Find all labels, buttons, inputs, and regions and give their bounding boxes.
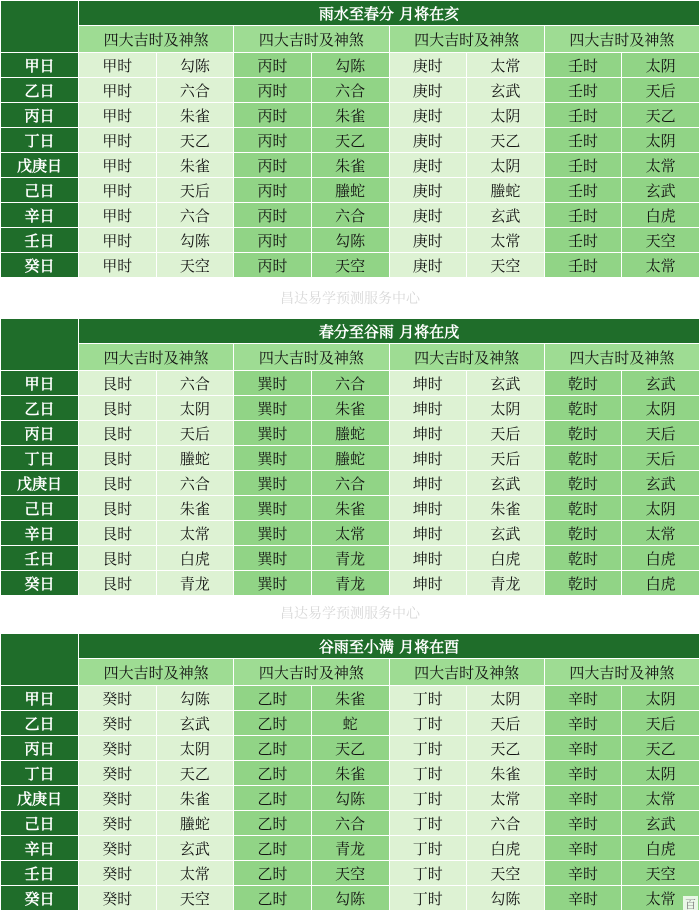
hour-cell: 庚时	[389, 153, 467, 178]
site-badge: 百	[685, 898, 696, 911]
hour-cell: 乾时	[544, 421, 622, 446]
deity-cell: 玄武	[622, 178, 700, 203]
table-body	[1, 686, 700, 911]
hour-cell: 庚时	[389, 103, 467, 128]
deity-cell: 天乙	[467, 736, 545, 761]
hour-cell: 丙时	[234, 128, 312, 153]
deity-cell: 天乙	[622, 736, 700, 761]
day-label: 戊庚日	[1, 153, 79, 178]
hour-cell: 丁时	[389, 761, 467, 786]
hour-cell: 癸时	[79, 811, 157, 836]
hour-cell: 巽时	[234, 446, 312, 471]
hour-cell: 乾时	[544, 496, 622, 521]
table-row	[1, 861, 700, 886]
table-row	[1, 128, 700, 153]
table-row	[1, 228, 700, 253]
deity-cell: 白虎	[622, 546, 700, 571]
deity-cell: 勾陈	[156, 228, 234, 253]
day-label: 癸日	[1, 253, 79, 278]
hour-cell: 丙时	[234, 153, 312, 178]
deity-cell: 太阴	[467, 396, 545, 421]
deity-cell: 勾陈	[156, 686, 234, 711]
corner-cell	[1, 634, 79, 686]
hour-cell: 壬时	[544, 103, 622, 128]
hour-cell: 庚时	[389, 203, 467, 228]
deity-cell: 太常	[622, 521, 700, 546]
deity-cell: 太阴	[622, 686, 700, 711]
hour-cell: 艮时	[79, 471, 157, 496]
table-row	[1, 53, 700, 78]
deity-cell: 太常	[622, 886, 700, 911]
hour-cell: 丙时	[234, 178, 312, 203]
hour-cell: 丙时	[234, 78, 312, 103]
column-group-header: 四大吉时及神煞	[389, 26, 544, 53]
hour-cell: 丁时	[389, 886, 467, 911]
hour-cell: 丙时	[234, 228, 312, 253]
deity-cell: 太阴	[622, 53, 700, 78]
hour-cell: 乙时	[234, 861, 312, 886]
table-row	[1, 811, 700, 836]
deity-cell: 天乙	[156, 761, 234, 786]
deity-cell: 太常	[311, 521, 389, 546]
table-row	[1, 711, 700, 736]
deity-cell: 勾陈	[311, 786, 389, 811]
hour-cell: 壬时	[544, 78, 622, 103]
hour-cell: 癸时	[79, 786, 157, 811]
deity-cell: 青龙	[311, 546, 389, 571]
hour-cell: 丙时	[234, 253, 312, 278]
deity-cell: 天空	[622, 228, 700, 253]
deity-cell: 蛇	[311, 711, 389, 736]
hour-cell: 癸时	[79, 711, 157, 736]
hour-cell: 丙时	[234, 203, 312, 228]
deity-cell: 白虎	[622, 203, 700, 228]
deity-cell: 天后	[467, 421, 545, 446]
day-label: 癸日	[1, 571, 79, 596]
table-2	[0, 318, 700, 596]
hour-cell: 癸时	[79, 736, 157, 761]
deity-cell: 朱雀	[156, 103, 234, 128]
hour-cell: 巽时	[234, 546, 312, 571]
hour-cell: 坤时	[389, 521, 467, 546]
day-label: 丁日	[1, 128, 79, 153]
deity-cell: 玄武	[156, 836, 234, 861]
table-row	[1, 421, 700, 446]
table-row	[1, 736, 700, 761]
corner-cell	[1, 319, 79, 371]
hour-cell: 丁时	[389, 811, 467, 836]
deity-cell: 朱雀	[467, 496, 545, 521]
day-label: 丁日	[1, 446, 79, 471]
hour-cell: 庚时	[389, 128, 467, 153]
day-label: 甲日	[1, 371, 79, 396]
hour-cell: 庚时	[389, 178, 467, 203]
hour-cell: 辛时	[544, 736, 622, 761]
deity-cell: 天后	[622, 421, 700, 446]
column-group-header: 四大吉时及神煞	[389, 659, 544, 686]
hour-cell: 丁时	[389, 786, 467, 811]
deity-cell: 勾陈	[311, 228, 389, 253]
deity-cell: 玄武	[622, 371, 700, 396]
deity-cell: 螣蛇	[311, 421, 389, 446]
deity-cell: 六合	[311, 78, 389, 103]
hour-cell: 坤时	[389, 496, 467, 521]
column-group-header: 四大吉时及神煞	[544, 659, 699, 686]
column-group-header: 四大吉时及神煞	[544, 344, 699, 371]
hour-cell: 乙时	[234, 836, 312, 861]
column-group-header: 四大吉时及神煞	[234, 26, 389, 53]
deity-cell: 螣蛇	[156, 811, 234, 836]
hour-cell: 乙时	[234, 711, 312, 736]
hour-cell: 丁时	[389, 861, 467, 886]
hour-cell: 甲时	[79, 103, 157, 128]
table-row	[1, 836, 700, 861]
hour-cell: 乾时	[544, 571, 622, 596]
deity-cell: 朱雀	[156, 496, 234, 521]
table-row	[1, 446, 700, 471]
hour-cell: 巽时	[234, 471, 312, 496]
deity-cell: 玄武	[467, 371, 545, 396]
deity-cell: 六合	[156, 203, 234, 228]
deity-cell: 六合	[156, 371, 234, 396]
hour-cell: 丁时	[389, 836, 467, 861]
hour-cell: 艮时	[79, 496, 157, 521]
table-row	[1, 103, 700, 128]
deity-cell: 白虎	[467, 546, 545, 571]
hour-cell: 乙时	[234, 686, 312, 711]
deity-cell: 天乙	[622, 103, 700, 128]
table-row	[1, 178, 700, 203]
deity-cell: 青龙	[311, 836, 389, 861]
table-body	[1, 53, 700, 278]
day-label: 甲日	[1, 53, 79, 78]
deity-cell: 天空	[156, 886, 234, 911]
table-row	[1, 571, 700, 596]
hour-cell: 巽时	[234, 571, 312, 596]
deity-cell: 太阴	[156, 736, 234, 761]
hour-cell: 乙时	[234, 811, 312, 836]
deity-cell: 朱雀	[311, 686, 389, 711]
day-label: 甲日	[1, 686, 79, 711]
table-1	[0, 0, 700, 278]
watermark-text: 昌达易学预测服务中心	[280, 291, 420, 307]
deity-cell: 太常	[622, 786, 700, 811]
column-group-header: 四大吉时及神煞	[544, 26, 699, 53]
deity-cell: 朱雀	[311, 761, 389, 786]
deity-cell: 天乙	[156, 128, 234, 153]
table-row	[1, 471, 700, 496]
hour-cell: 乾时	[544, 371, 622, 396]
deity-cell: 六合	[311, 471, 389, 496]
hour-cell: 壬时	[544, 128, 622, 153]
hour-cell: 巽时	[234, 496, 312, 521]
table-title: 雨水至春分 月将在亥	[79, 1, 700, 26]
deity-cell: 白虎	[622, 571, 700, 596]
hour-cell: 坤时	[389, 471, 467, 496]
table-title: 春分至谷雨 月将在戌	[79, 319, 700, 344]
table-row	[1, 78, 700, 103]
deity-cell: 天乙	[311, 128, 389, 153]
hour-cell: 乾时	[544, 396, 622, 421]
hour-cell: 乙时	[234, 786, 312, 811]
table-row	[1, 546, 700, 571]
deity-cell: 天空	[311, 253, 389, 278]
hour-cell: 乾时	[544, 521, 622, 546]
day-label: 己日	[1, 178, 79, 203]
day-label: 乙日	[1, 78, 79, 103]
day-label: 辛日	[1, 203, 79, 228]
table-row	[1, 686, 700, 711]
deity-cell: 天空	[622, 861, 700, 886]
day-label: 乙日	[1, 396, 79, 421]
day-label: 壬日	[1, 861, 79, 886]
deity-cell: 天空	[467, 861, 545, 886]
deity-cell: 玄武	[622, 811, 700, 836]
deity-cell: 朱雀	[311, 153, 389, 178]
deity-cell: 六合	[156, 78, 234, 103]
deity-cell: 朱雀	[311, 103, 389, 128]
hour-cell: 辛时	[544, 686, 622, 711]
column-group-header: 四大吉时及神煞	[389, 344, 544, 371]
deity-cell: 勾陈	[467, 886, 545, 911]
deity-cell: 六合	[467, 811, 545, 836]
hour-cell: 乾时	[544, 446, 622, 471]
deity-cell: 天空	[467, 253, 545, 278]
deity-cell: 螣蛇	[311, 178, 389, 203]
hour-cell: 癸时	[79, 836, 157, 861]
day-label: 壬日	[1, 546, 79, 571]
table-row	[1, 761, 700, 786]
day-label: 壬日	[1, 228, 79, 253]
hour-cell: 巽时	[234, 521, 312, 546]
day-label: 辛日	[1, 836, 79, 861]
deity-cell: 朱雀	[156, 786, 234, 811]
deity-cell: 勾陈	[311, 886, 389, 911]
deity-cell: 太阴	[467, 103, 545, 128]
deity-cell: 天后	[467, 711, 545, 736]
deity-cell: 天后	[467, 446, 545, 471]
hour-cell: 巽时	[234, 371, 312, 396]
corner-cell	[1, 1, 79, 53]
day-label: 己日	[1, 811, 79, 836]
column-group-header: 四大吉时及神煞	[234, 659, 389, 686]
hour-cell: 坤时	[389, 546, 467, 571]
hour-cell: 巽时	[234, 421, 312, 446]
day-label: 丁日	[1, 761, 79, 786]
deity-cell: 天后	[622, 446, 700, 471]
hour-cell: 辛时	[544, 861, 622, 886]
table-row	[1, 886, 700, 911]
hour-cell: 丁时	[389, 686, 467, 711]
deity-cell: 青龙	[467, 571, 545, 596]
hour-cell: 乾时	[544, 471, 622, 496]
hour-cell: 辛时	[544, 811, 622, 836]
hour-cell: 坤时	[389, 421, 467, 446]
deity-cell: 天后	[156, 421, 234, 446]
deity-cell: 玄武	[156, 711, 234, 736]
deity-cell: 天乙	[311, 736, 389, 761]
hour-cell: 丙时	[234, 53, 312, 78]
hour-cell: 甲时	[79, 78, 157, 103]
deity-cell: 太阴	[622, 761, 700, 786]
deity-cell: 朱雀	[467, 761, 545, 786]
hour-cell: 丁时	[389, 736, 467, 761]
deity-cell: 太阴	[622, 128, 700, 153]
hour-cell: 艮时	[79, 546, 157, 571]
hour-cell: 壬时	[544, 153, 622, 178]
deity-cell: 玄武	[467, 78, 545, 103]
hour-cell: 甲时	[79, 203, 157, 228]
deity-cell: 天空	[156, 253, 234, 278]
hour-cell: 乙时	[234, 886, 312, 911]
column-group-header: 四大吉时及神煞	[79, 344, 234, 371]
deity-cell: 太阴	[467, 686, 545, 711]
deity-cell: 天乙	[467, 128, 545, 153]
deity-cell: 玄武	[467, 203, 545, 228]
watermark-text: 昌达易学预测服务中心	[280, 606, 420, 622]
hour-cell: 坤时	[389, 396, 467, 421]
deity-cell: 天后	[622, 78, 700, 103]
hour-cell: 壬时	[544, 203, 622, 228]
table-row	[1, 153, 700, 178]
hour-cell: 辛时	[544, 761, 622, 786]
hour-cell: 坤时	[389, 371, 467, 396]
column-group-header: 四大吉时及神煞	[79, 659, 234, 686]
deity-cell: 玄武	[467, 471, 545, 496]
day-label: 丙日	[1, 421, 79, 446]
hour-cell: 庚时	[389, 78, 467, 103]
table-3	[0, 633, 700, 911]
hour-cell: 壬时	[544, 253, 622, 278]
hour-cell: 丁时	[389, 711, 467, 736]
hour-cell: 壬时	[544, 178, 622, 203]
hour-cell: 甲时	[79, 178, 157, 203]
hour-cell: 癸时	[79, 686, 157, 711]
deity-cell: 白虎	[622, 836, 700, 861]
hour-cell: 艮时	[79, 371, 157, 396]
deity-cell: 青龙	[156, 571, 234, 596]
deity-cell: 六合	[311, 203, 389, 228]
deity-cell: 勾陈	[156, 53, 234, 78]
deity-cell: 天后	[156, 178, 234, 203]
deity-cell: 六合	[156, 471, 234, 496]
deity-cell: 螣蛇	[467, 178, 545, 203]
table-row	[1, 371, 700, 396]
day-label: 戊庚日	[1, 786, 79, 811]
deity-cell: 六合	[311, 811, 389, 836]
hour-cell: 甲时	[79, 153, 157, 178]
table-title: 谷雨至小满 月将在酉	[79, 634, 700, 659]
hour-cell: 癸时	[79, 761, 157, 786]
hour-cell: 癸时	[79, 886, 157, 911]
hour-cell: 巽时	[234, 396, 312, 421]
hour-cell: 甲时	[79, 128, 157, 153]
column-group-header: 四大吉时及神煞	[234, 344, 389, 371]
deity-cell: 太常	[622, 253, 700, 278]
deity-cell: 太常	[156, 521, 234, 546]
hour-cell: 辛时	[544, 786, 622, 811]
deity-cell: 朱雀	[311, 496, 389, 521]
hour-cell: 艮时	[79, 446, 157, 471]
deity-cell: 太阴	[622, 496, 700, 521]
deity-cell: 勾陈	[311, 53, 389, 78]
deity-cell: 青龙	[311, 571, 389, 596]
deity-cell: 太阴	[156, 396, 234, 421]
day-label: 丙日	[1, 736, 79, 761]
deity-cell: 太常	[467, 53, 545, 78]
day-label: 辛日	[1, 521, 79, 546]
hour-cell: 甲时	[79, 53, 157, 78]
hour-cell: 乙时	[234, 736, 312, 761]
hour-cell: 庚时	[389, 53, 467, 78]
deity-cell: 螣蛇	[156, 446, 234, 471]
hour-cell: 艮时	[79, 396, 157, 421]
hour-cell: 癸时	[79, 861, 157, 886]
hour-cell: 甲时	[79, 228, 157, 253]
table-row	[1, 521, 700, 546]
day-label: 戊庚日	[1, 471, 79, 496]
table-row	[1, 496, 700, 521]
deity-cell: 太阴	[467, 153, 545, 178]
hour-cell: 辛时	[544, 836, 622, 861]
hour-cell: 辛时	[544, 886, 622, 911]
deity-cell: 太常	[467, 228, 545, 253]
deity-cell: 螣蛇	[311, 446, 389, 471]
deity-cell: 玄武	[467, 521, 545, 546]
hour-cell: 艮时	[79, 571, 157, 596]
hour-cell: 辛时	[544, 711, 622, 736]
hour-cell: 艮时	[79, 521, 157, 546]
day-label: 癸日	[1, 886, 79, 911]
deity-cell: 太阴	[622, 396, 700, 421]
deity-cell: 太常	[156, 861, 234, 886]
hour-cell: 甲时	[79, 253, 157, 278]
hour-cell: 壬时	[544, 228, 622, 253]
deity-cell: 朱雀	[311, 396, 389, 421]
hour-cell: 乾时	[544, 546, 622, 571]
table-row	[1, 786, 700, 811]
deity-cell: 天空	[311, 861, 389, 886]
deity-cell: 玄武	[622, 471, 700, 496]
hour-cell: 壬时	[544, 53, 622, 78]
deity-cell: 太常	[467, 786, 545, 811]
hour-cell: 坤时	[389, 571, 467, 596]
deity-cell: 太常	[622, 153, 700, 178]
table-row	[1, 253, 700, 278]
deity-cell: 白虎	[156, 546, 234, 571]
hour-cell: 丙时	[234, 103, 312, 128]
deity-cell: 白虎	[467, 836, 545, 861]
deity-cell: 天后	[622, 711, 700, 736]
hour-cell: 坤时	[389, 446, 467, 471]
hour-cell: 庚时	[389, 228, 467, 253]
day-label: 丙日	[1, 103, 79, 128]
table-row	[1, 203, 700, 228]
hour-cell: 乙时	[234, 761, 312, 786]
column-group-header: 四大吉时及神煞	[79, 26, 234, 53]
table-body	[1, 371, 700, 596]
hour-cell: 庚时	[389, 253, 467, 278]
table-row	[1, 396, 700, 421]
hour-cell: 艮时	[79, 421, 157, 446]
deity-cell: 六合	[311, 371, 389, 396]
day-label: 己日	[1, 496, 79, 521]
day-label: 乙日	[1, 711, 79, 736]
deity-cell: 朱雀	[156, 153, 234, 178]
